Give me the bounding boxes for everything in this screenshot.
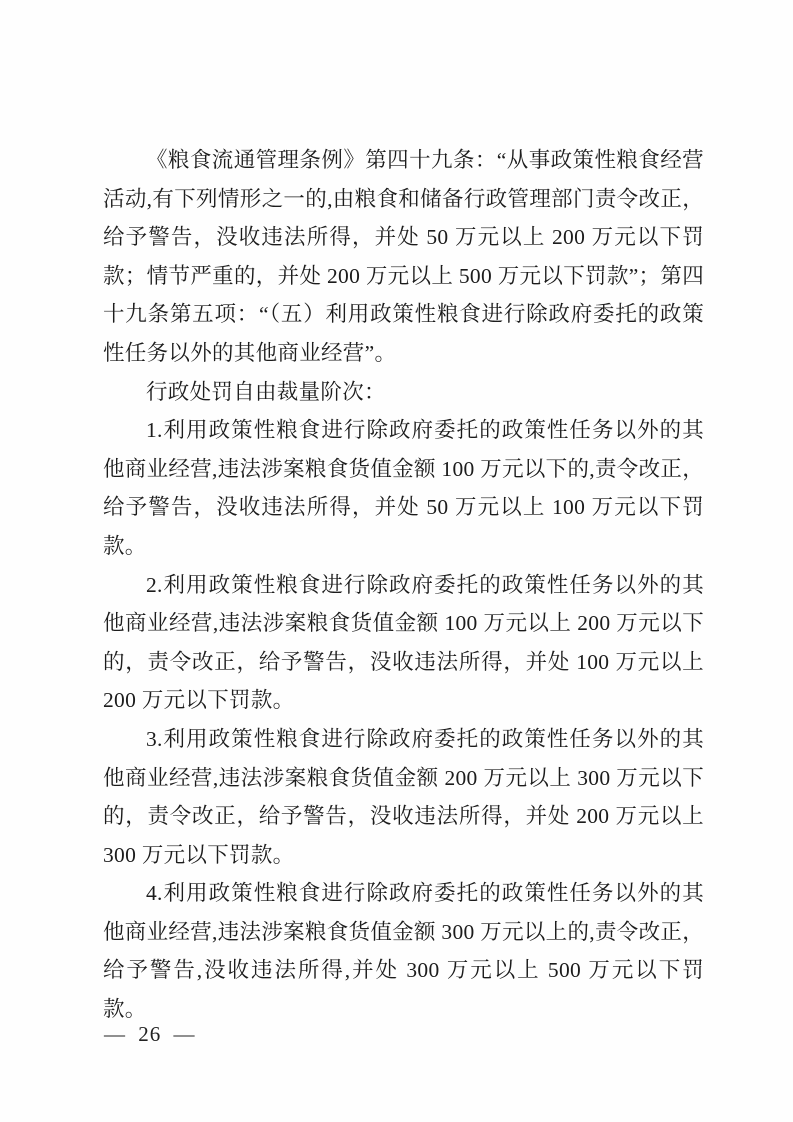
paragraph-discretion-heading: 行政处罚自由裁量阶次： — [146, 379, 386, 404]
document-body — [103, 141, 704, 1029]
paragraph-tier-2: 2.利用政策性粮食进行除政府委托的政策性任务以外的其他商业经营,违法涉案粮食货值金额 100 万元以上 200 万元以下的，责令改正，给予警告，没收违法所得，并处 100 万元以上 200 万元以下罚款。 — [103, 572, 704, 713]
page-number: — 26 — — [104, 1022, 196, 1046]
paragraph-tier-1: 1.利用政策性粮食进行除政府委托的政策性任务以外的其他商业经营,违法涉案粮食货值金额 100 万元以下的,责令改正，给予警告，没收违法所得，并处 50 万元以上 100 万元以下罚款。 — [103, 418, 704, 558]
paragraph-regulation-quote: 《粮食流通管理条例》第四十九条：“从事政策性粮食经营活动,有下列情形之一的,由粮食和储备行政管理部门责令改正，给予警告，没收违法所得，并处 50 万元以上 200 万元以下罚款；情节严重的，并处 200 万元以上 500 万元以下罚款”；第四十九条第五项：“（五）利用政策性粮食进行除政府委托的政策性任务以外的其他商业经营”。 — [103, 148, 704, 365]
paragraph-tier-4: 4.利用政策性粮食进行除政府委托的政策性任务以外的其他商业经营,违法涉案粮食货值金额 300 万元以上的,责令改正，给予警告,没收违法所得,并处 300 万元以上 500 万元以下罚款。 — [103, 881, 704, 1022]
paragraph-tier-3: 3.利用政策性粮食进行除政府委托的政策性任务以外的其他商业经营,违法涉案粮食货值金额 200 万元以上 300 万元以下的，责令改正，给予警告，没收违法所得，并处 200 万元以上 300 万元以下罚款。 — [103, 726, 704, 867]
